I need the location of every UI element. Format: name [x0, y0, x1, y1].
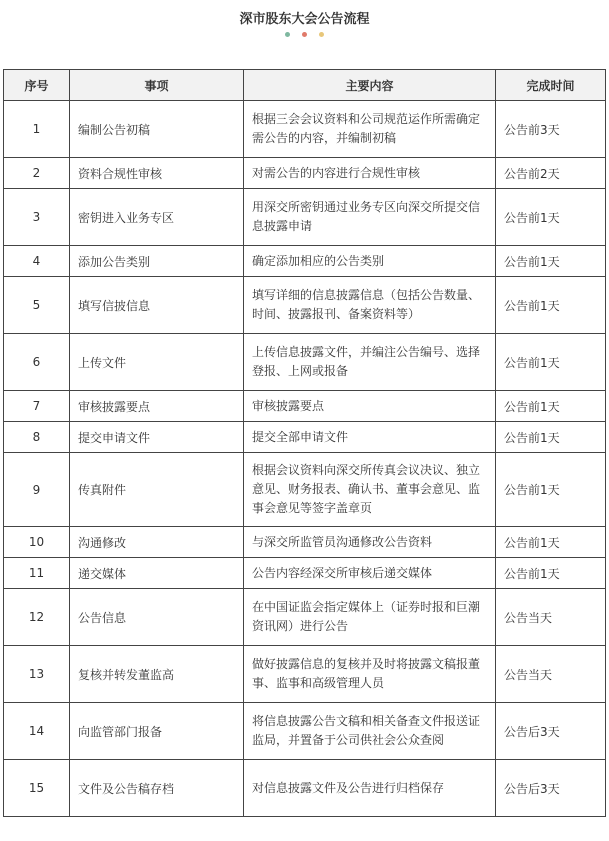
row-item: 文件及公告稿存档	[70, 760, 244, 817]
dot-yellow-icon	[319, 32, 324, 37]
row-time: 公告前1天	[496, 334, 606, 391]
row-number: 2	[4, 158, 70, 189]
row-number: 3	[4, 189, 70, 246]
table-row	[4, 646, 606, 703]
header-content: 主要内容	[244, 70, 496, 101]
table-row	[4, 760, 606, 817]
row-item: 添加公告类别	[70, 246, 244, 277]
table-row	[4, 101, 606, 158]
row-item: 递交媒体	[70, 558, 244, 589]
row-number: 10	[4, 527, 70, 558]
row-time: 公告前1天	[496, 189, 606, 246]
row-content: 对信息披露文件及公告进行归档保存	[244, 760, 496, 817]
row-content: 做好披露信息的复核并及时将披露文稿报董事、监事和高级管理人员	[244, 646, 496, 703]
row-time: 公告当天	[496, 589, 606, 646]
table-row	[4, 558, 606, 589]
row-time: 公告前1天	[496, 246, 606, 277]
procedure-table	[3, 69, 606, 817]
row-item: 传真附件	[70, 453, 244, 527]
dot-red-icon	[302, 32, 307, 37]
row-number: 11	[4, 558, 70, 589]
row-content: 公告内容经深交所审核后递交媒体	[244, 558, 496, 589]
table-row	[4, 158, 606, 189]
row-time: 公告前1天	[496, 422, 606, 453]
row-time: 公告前1天	[496, 391, 606, 422]
table-header-row	[4, 70, 606, 101]
row-number: 15	[4, 760, 70, 817]
table-row	[4, 391, 606, 422]
row-content: 根据会议资料向深交所传真会议决议、独立意见、财务报表、确认书、董事会意见、监事会意见等签字盖章页	[244, 453, 496, 527]
row-item: 向监管部门报备	[70, 703, 244, 760]
row-item: 审核披露要点	[70, 391, 244, 422]
row-number: 6	[4, 334, 70, 391]
row-content: 根据三会会议资料和公司规范运作所需确定需公告的内容，并编制初稿	[244, 101, 496, 158]
row-time: 公告当天	[496, 646, 606, 703]
row-item: 沟通修改	[70, 527, 244, 558]
row-item: 填写信披信息	[70, 277, 244, 334]
table-row	[4, 703, 606, 760]
row-number: 8	[4, 422, 70, 453]
header-item: 事项	[70, 70, 244, 101]
row-time: 公告前1天	[496, 453, 606, 527]
table-row	[4, 246, 606, 277]
row-number: 12	[4, 589, 70, 646]
row-time: 公告前1天	[496, 277, 606, 334]
row-number: 7	[4, 391, 70, 422]
row-time: 公告后3天	[496, 703, 606, 760]
row-content: 提交全部申请文件	[244, 422, 496, 453]
row-content: 审核披露要点	[244, 391, 496, 422]
row-number: 13	[4, 646, 70, 703]
row-time: 公告前1天	[496, 558, 606, 589]
header-no: 序号	[4, 70, 70, 101]
row-content: 与深交所监管员沟通修改公告资料	[244, 527, 496, 558]
row-content: 填写详细的信息披露信息（包括公告数量、时间、披露报刊、备案资料等）	[244, 277, 496, 334]
dot-green-icon	[285, 32, 290, 37]
table-row	[4, 527, 606, 558]
table-row	[4, 422, 606, 453]
row-number: 4	[4, 246, 70, 277]
table-row	[4, 453, 606, 527]
row-item: 上传文件	[70, 334, 244, 391]
row-number: 9	[4, 453, 70, 527]
row-number: 1	[4, 101, 70, 158]
row-content: 确定添加相应的公告类别	[244, 246, 496, 277]
row-content: 对需公告的内容进行合规性审核	[244, 158, 496, 189]
row-item: 提交申请文件	[70, 422, 244, 453]
row-time: 公告前3天	[496, 101, 606, 158]
row-content: 用深交所密钥通过业务专区向深交所提交信息披露申请	[244, 189, 496, 246]
row-item: 复核并转发董监高	[70, 646, 244, 703]
header-time: 完成时间	[496, 70, 606, 101]
table-row	[4, 189, 606, 246]
table-row	[4, 589, 606, 646]
row-item: 公告信息	[70, 589, 244, 646]
row-item: 密钥进入业务专区	[70, 189, 244, 246]
row-content: 将信息披露公告文稿和相关备查文件报送证监局，并置备于公司供社会公众查阅	[244, 703, 496, 760]
row-number: 5	[4, 277, 70, 334]
row-content: 上传信息披露文件，并编注公告编号、选择登报、上网或报备	[244, 334, 496, 391]
row-item: 资料合规性审核	[70, 158, 244, 189]
table-row	[4, 334, 606, 391]
row-time: 公告后3天	[496, 760, 606, 817]
decorative-dots	[0, 32, 609, 37]
row-content: 在中国证监会指定媒体上（证券时报和巨潮资讯网）进行公告	[244, 589, 496, 646]
row-time: 公告前2天	[496, 158, 606, 189]
page-title: 深市股东大会公告流程	[239, 12, 370, 27]
row-item: 编制公告初稿	[70, 101, 244, 158]
table-row	[4, 277, 606, 334]
row-number: 14	[4, 703, 70, 760]
row-time: 公告前1天	[496, 527, 606, 558]
